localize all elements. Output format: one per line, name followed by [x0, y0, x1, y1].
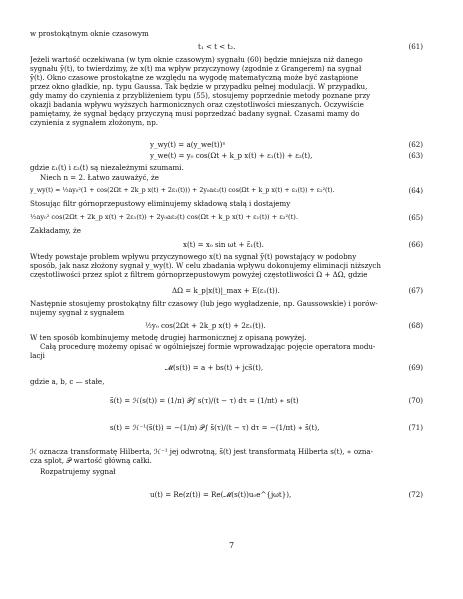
equation-number: (69): [408, 363, 423, 372]
text-line: cza splot, 𝒫 wartość główną całki.: [30, 457, 152, 465]
text-line: gdzie ε₁(t) i ε₂(t) są niezależnymi szumami.: [30, 164, 184, 172]
text-line: Całą procedurę możemy opisać w ogólniejszej formie wprowadzając pojęcie operatora modu-: [40, 343, 376, 351]
text-line: pamiętamy, że sygnał będący przyczyną musi poprzedzać badany sygnał. Czasami mamy do: [30, 110, 360, 118]
text-line: czynienia z sygnałem złożonym, np.: [30, 119, 159, 127]
equation-65: ½ay₀² cos(2Ωt + 2k_p x(t) + 2ε₁(t)) + 2y₀aε₂(t) cos(Ωt + k_p x(t) + ε₁(t)) + ε₂²(t).: [30, 213, 298, 221]
text-line: przez okno gładkie, np. typu Gaussa. Tak będzie w przypadku pełnej modulacji. W przypadku,: [30, 83, 368, 91]
equation-72: u(t) = Re(z(t)) = Re(𝓜(s(t))u₀e^{jωt}),: [150, 490, 292, 499]
equation-number: (64): [408, 186, 423, 195]
text-line: Następnie stosujemy prostokątny filtr czasowy (lub jego wygładzenie, np. Gaussowskie) i porów-: [30, 300, 378, 308]
text-line: Jeżeli wartość oczekiwana (w tym oknie czasowym) sygnału (60) będzie mniejsza niż danego: [30, 56, 363, 64]
equation-63: y_we(t) = y₀ cos(Ωt + k_p x(t) + ε₁(t)) + ε₂(t),: [150, 151, 313, 160]
page-number: 7: [228, 541, 235, 550]
text-line: ỹ(t). Okno czasowe prostokątne ze względu na wygodę matematyczną może być zastąpione: [30, 74, 359, 82]
text-line: nujemy sygnał z sygnałem: [30, 309, 125, 317]
text-line: Stosując filtr górnoprzepustowy eliminujemy składową stałą i dostajemy: [30, 200, 291, 208]
text-line: częstotliwości przez splot z filtrem górnoprzepustowym powyżej częstotliwości Ω + ΔΩ, gdzie: [30, 271, 368, 279]
text-line: gdy mamy do czynienia z przybliżeniem typu (55), stosujemy poprzednie metody poznane przy: [30, 92, 371, 100]
equation-number: (62): [408, 140, 423, 149]
text-line: ℋ oznacza transformatę Hilberta, ℋ⁻¹ jej odwrotną, s̃(t) jest transformatą Hilberta s(t), ∗ ozna-: [30, 448, 374, 456]
text-line: lacji: [30, 352, 45, 360]
equation-number: (68): [408, 321, 423, 330]
text-line: sposób, jak nasz złożony sygnał y_wy(t). W celu zbadania wpływu dokonujemy eliminacji niższych: [30, 262, 381, 270]
text-line: okazji badania wpływu wyższych harmonicznych oraz częstotliwości mieszanych. Oczywiście: [30, 101, 364, 109]
text-line: Zakładamy, że: [30, 227, 81, 235]
equation-66: x(t) = x₀ sin ωt + ε̃₁(t).: [183, 240, 264, 249]
equation-number: (61): [408, 42, 423, 51]
text-line: Niech n = 2. Łatwo zauważyć, że: [40, 174, 159, 182]
text-line: Rozpatrujemy sygnał: [40, 468, 116, 476]
text-line: sygnału ỹ(t), to twierdzimy, że x(t) ma wpływ przyczynowy (zgodnie z Grangerem) na sygnał: [30, 65, 362, 73]
equation-69: 𝓜(s(t)) = a + bs(t) + jcs̃(t),: [165, 363, 264, 372]
equation-70: s̃(t) = ℋ(s(t)) = (1/π) 𝒫∫ s(τ)/(t − τ) dτ = (1/πt) ∗ s(t): [110, 396, 299, 405]
equation-number: (63): [408, 151, 423, 160]
equation-number: (65): [408, 213, 423, 222]
equation-62: y_wy(t) = a(y_we(t))ⁿ: [150, 140, 226, 149]
equation-number: (66): [408, 240, 423, 249]
equation-71: s(t) = ℋ⁻¹(s̃(t)) = −(1/π) 𝒫∫ s̃(τ)/(t − τ) dτ = −(1/πt) ∗ s̃(t),: [110, 423, 320, 432]
equation-number: (67): [408, 286, 423, 295]
text-line: Wtedy powstaje problem wpływu przyczynowego x(t) na sygnał ỹ(t) powstający w podobny: [30, 253, 357, 261]
equation-64: y_wy(t) = ½ay₀²(1 + cos(2Ωt + 2k_p x(t) + 2ε₁(t))) + 2y₀aε₂(t) cos(Ωt + k_p x(t) + ε₁(t)) + ε₂²(t).: [30, 187, 335, 194]
equation-number: (72): [408, 490, 423, 499]
equation-68: ½y₀ cos(2Ωt + 2k_p x(t) + 2ε₁(t)).: [145, 321, 266, 330]
equation-67: ΔΩ = k_p|x(t)|_max + E(ε₁(t)).: [172, 286, 280, 295]
text-line: W ten sposób kombinujemy metodę drugiej harmonicznej z opisaną powyżej.: [30, 334, 307, 342]
equation-number: (71): [408, 423, 423, 432]
text-line: w prostokątnym oknie czasowym: [30, 30, 149, 38]
equation-number: (70): [408, 396, 423, 405]
text-line: gdzie a, b, c — stałe,: [30, 378, 105, 386]
equation-61: t₁ < t < t₂.: [198, 42, 236, 51]
